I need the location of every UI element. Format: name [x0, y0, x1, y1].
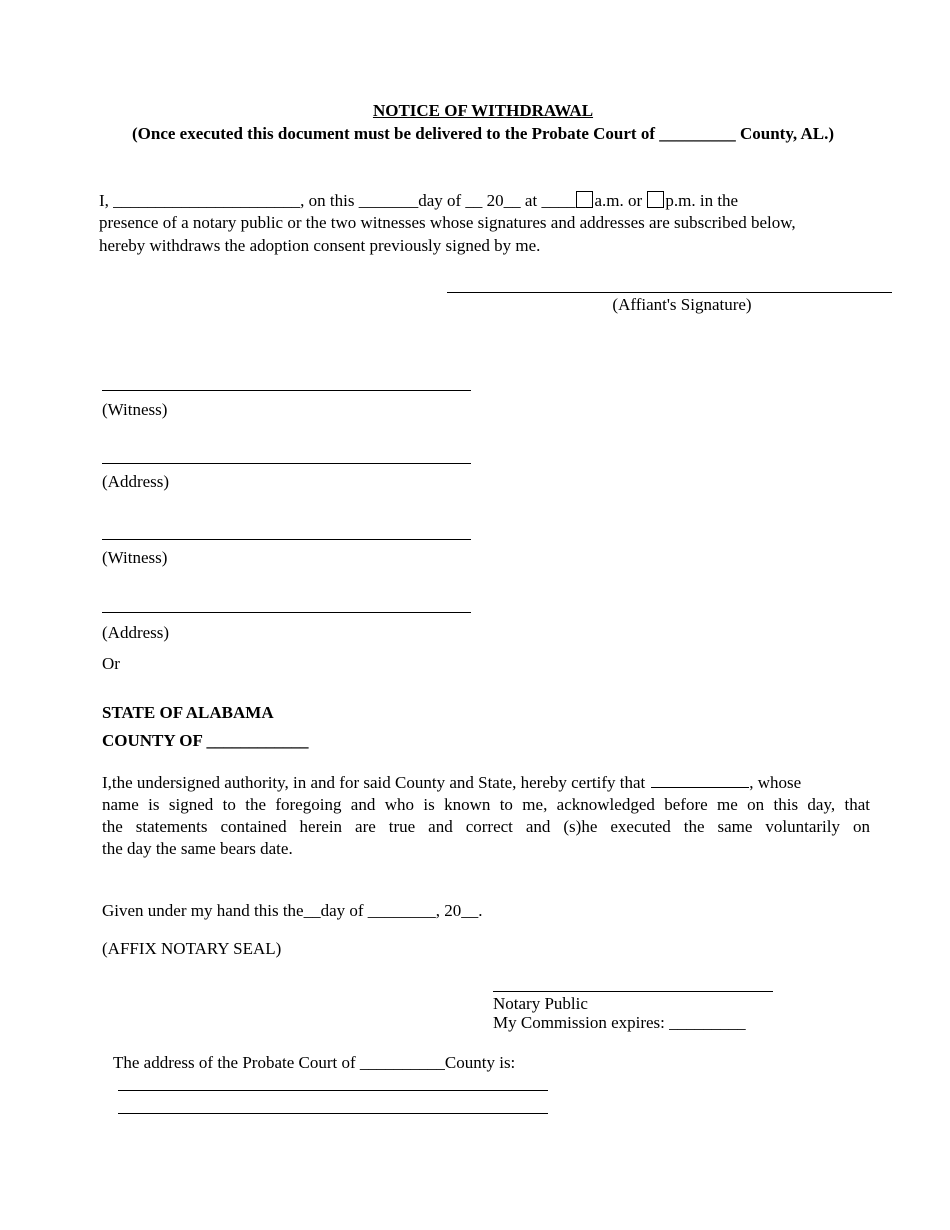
witness-1-label: (Witness) — [102, 400, 168, 419]
am-label: a.m. or — [594, 191, 643, 210]
statement-line-2: presence of a notary public or the two witnesses whose signatures and addresses are subscribed below, — [99, 213, 796, 232]
page-subtitle: (Once executed this document must be delivered to the Probate Court of _________ County, AL.) — [132, 124, 834, 143]
address-2-line[interactable] — [102, 612, 471, 613]
affiant-signature-line[interactable] — [447, 292, 892, 293]
address-1-label: (Address) — [102, 472, 170, 491]
am-checkbox[interactable] — [576, 191, 593, 208]
probate-address-label: The address of the Probate Court of __________County is: — [113, 1053, 516, 1072]
witness-2-signature-line[interactable] — [102, 539, 471, 540]
probate-address-line-1[interactable] — [118, 1090, 548, 1091]
certification-text-b: , whose — [749, 773, 802, 792]
address-2-label: (Address) — [102, 623, 170, 642]
certification-line-4: the day the same bears date. — [102, 839, 293, 858]
address-1-line[interactable] — [102, 463, 471, 464]
certification-paragraph — [102, 772, 885, 860]
pm-checkbox[interactable] — [647, 191, 664, 208]
affix-seal-label: (AFFIX NOTARY SEAL) — [102, 939, 282, 958]
commission-expires: My Commission expires: _________ — [493, 1013, 746, 1032]
certification-line-2: name is signed to the foregoing and who is known to me, acknowledged before me on this day, that — [102, 795, 870, 814]
affiant-signature-label: (Affiant's Signature) — [612, 295, 752, 314]
or-label: Or — [102, 654, 120, 673]
notary-public-label: Notary Public — [493, 994, 588, 1013]
certification-line-1 — [102, 772, 885, 794]
certified-person-blank[interactable] — [651, 773, 749, 788]
county-heading: COUNTY OF ____________ — [102, 731, 309, 750]
probate-address-line-2[interactable] — [118, 1113, 548, 1114]
notary-signature-line[interactable] — [493, 991, 773, 992]
state-heading: STATE OF ALABAMA — [102, 703, 274, 722]
statement-prefix: I, ______________________, on this _______day of __ 20__ at ____ — [99, 191, 576, 210]
statement-line-3: hereby withdraws the adoption consent previously signed by me. — [99, 236, 541, 255]
given-under-hand: Given under my hand this the__day of ________, 20__. — [102, 901, 483, 920]
certification-line-3: the statements contained herein are true and correct and (s)he executed the same voluntarily on — [102, 817, 870, 836]
certification-text-a: I,the undersigned authority, in and for said County and State, hereby certify that — [102, 773, 646, 792]
page-title: NOTICE OF WITHDRAWAL — [372, 101, 594, 120]
witness-2-label: (Witness) — [102, 548, 168, 567]
pm-label: p.m. in the — [665, 191, 739, 210]
statement-line-1 — [99, 190, 738, 211]
witness-1-signature-line[interactable] — [102, 390, 471, 391]
